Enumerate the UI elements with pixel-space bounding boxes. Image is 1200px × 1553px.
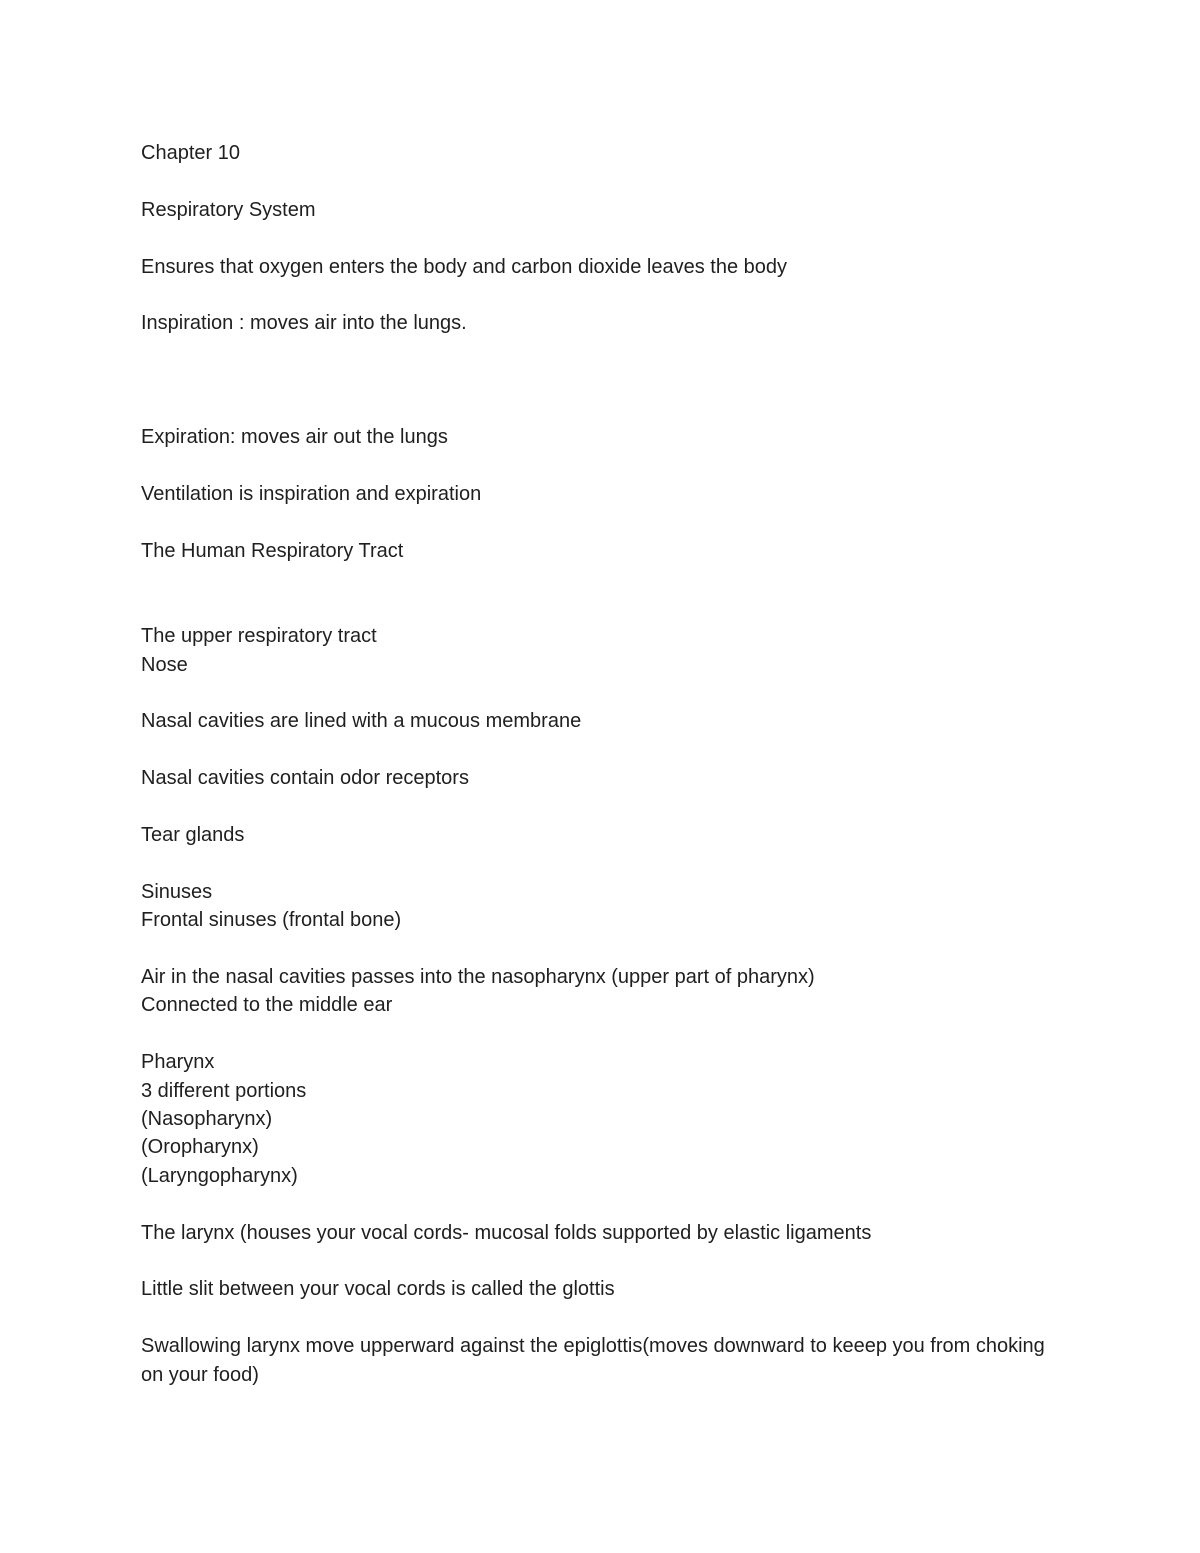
chapter-heading: Chapter 10 [141,142,240,164]
document-body [141,139,1071,1389]
nasopharynx-line: (Nasopharynx) [141,1108,273,1130]
section-title: Respiratory System [141,198,316,221]
intro-paragraph: Ensures that oxygen enters the body and carbon dioxide leaves the body [141,255,787,278]
nasal-odor-paragraph: Nasal cavities contain odor receptors [141,767,469,790]
nasal-mucous-paragraph: Nasal cavities are lined with a mucous membrane [141,710,582,733]
middle-ear-line: Connected to the middle ear [141,994,393,1017]
portions-line: 3 different portions [141,1079,307,1102]
upper-tract-line: The upper respiratory tract [141,625,377,648]
larynx-paragraph: The larynx (houses your vocal cords- mucosal folds supported by elastic ligaments [141,1221,872,1244]
oropharynx-line: (Oropharynx) [141,1136,259,1159]
swallowing-paragraph: Swallowing larynx move upperward against the epiglottis(moves downward to keeep you from choking on your food) [141,1335,1045,1386]
glottis-paragraph: Little slit between your vocal cords is called the glottis [141,1278,615,1301]
inspiration-paragraph: Inspiration : moves air into the lungs. [141,312,467,335]
tract-heading: The Human Respiratory Tract [141,539,404,562]
laryngopharynx-line: (Laryngopharynx) [141,1164,298,1187]
expiration-paragraph: Expiration: moves air out the lungs [141,426,448,449]
frontal-sinuses-line: Frontal sinuses (frontal bone) [141,909,402,932]
tear-glands-line: Tear glands [141,823,245,846]
sinuses-line: Sinuses [141,880,213,903]
nose-line: Nose [141,653,188,676]
ventilation-paragraph: Ventilation is inspiration and expiration [141,482,482,505]
nasopharynx-air-line: Air in the nasal cavities passes into the nasopharynx (upper part of pharynx) [141,965,815,988]
pharynx-line: Pharynx [141,1051,215,1074]
